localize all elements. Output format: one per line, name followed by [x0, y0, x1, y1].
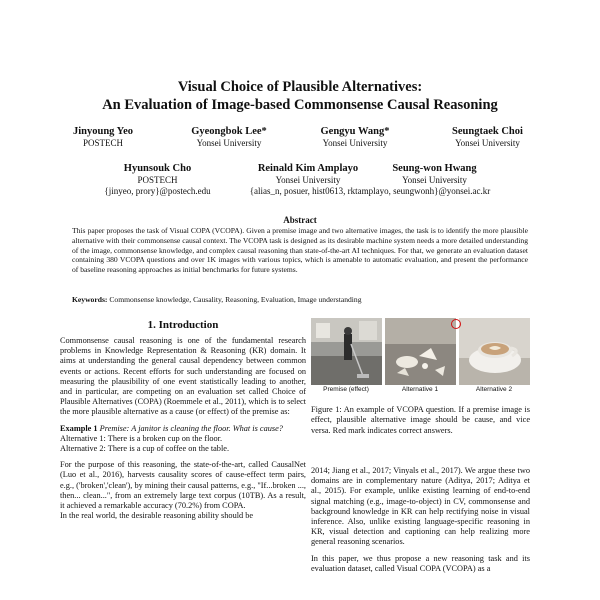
author-block: [372, 162, 497, 186]
example-alt-2: Alternative 2: There is a cup of coffee on the table.: [60, 444, 230, 454]
author-name: Hyunsouk Cho: [123, 163, 192, 174]
figure-caption: Figure 1: An example of VCOPA question. If a premise image is effect, plausible alternative image should be cause, and vice versa. Red mark indicates correct answers.: [311, 405, 530, 435]
correct-answer-mark: [451, 319, 461, 329]
author-name: Seungtaek Choi: [452, 126, 523, 137]
example-alt-1: Alternative 1: There is a broken cup on the floor.: [60, 433, 223, 443]
author-affiliation: Yonsei University: [196, 138, 262, 148]
figure-label: Alternative 2: [475, 386, 513, 393]
author-name: Jinyoung Yeo: [72, 126, 133, 137]
author-email: {alias_n, posuer, hist0613, rktamplayo, seungwonh}@yonsei.ac.kr: [249, 186, 491, 196]
author-email: {jinyeo, prory}@postech.edu: [104, 186, 211, 196]
example-label: Example 1: [60, 423, 98, 433]
paragraph: In this paper, we thus propose a new reasoning task and its evaluation dataset, called Visual COPA (VCOPA) as a: [311, 553, 530, 573]
paper-title-line-1: Visual Choice of Plausible Alternatives:: [177, 79, 423, 95]
left-column: [60, 336, 306, 521]
example-premise: Premise: A janitor is cleaning the floor. What is cause?: [99, 423, 283, 433]
author-name: Seung-won Hwang: [392, 163, 477, 174]
keywords-text: Commonsense knowledge, Causality, Reasoning, Evaluation, Image understanding: [109, 295, 362, 304]
author-block: [48, 125, 158, 149]
figure-label: Premise (effect): [323, 386, 369, 393]
paragraph: 2014; Jiang et al., 2017; Vinyals et al., 2017). We argue these two domains are in complementary nature (Aditya, 2017; Aditya et al., 2015). For example, unlike existing learning of end-to-end signal matching (e.g., image-to-object) in CV, commonsense and background knowledge in KR can help rectifying noise in visual inference. Also, unlike existing language-specific reasoning in KR, visual detection and captioning can help realizing more general reasoning scenarios.: [311, 466, 530, 547]
figure-label: Alternative 1: [401, 386, 439, 393]
author-name: Gyeongbok Lee*: [191, 126, 267, 137]
alternative-2-image: [459, 318, 530, 385]
section-heading: 1. Introduction: [147, 319, 219, 331]
paragraph: In the real world, the desirable reasoning ability should be: [60, 511, 254, 521]
author-affiliation: Yonsei University: [322, 138, 388, 148]
author-name: Gengyu Wang*: [320, 126, 390, 137]
abstract-heading: Abstract: [283, 215, 317, 225]
author-affiliation: Yonsei University: [275, 175, 341, 185]
author-block: [174, 125, 284, 149]
author-block: [430, 125, 545, 149]
author-affiliation: POSTECH: [82, 138, 123, 148]
author-block: [300, 125, 410, 149]
author-affiliation: Yonsei University: [455, 138, 520, 148]
author-block: [228, 162, 388, 186]
paper-title-line-2: An Evaluation of Image-based Commonsense Causal Reasoning: [102, 97, 498, 113]
example-block: [60, 424, 306, 455]
keywords-label: Keywords:: [72, 295, 108, 304]
right-column: [311, 466, 530, 574]
keywords: [72, 295, 528, 305]
premise-image: [311, 318, 382, 385]
author-name: Reinald Kim Amplayo: [257, 163, 359, 174]
paragraph: For the purpose of this reasoning, the state-of-the-art, called CausalNet (Luo et al., 2016), harvests causality scores of cause-effect term pairs, e.g., ('broken','clean'), by mining their causal patterns, e.g., "If...broken ..., then... clean...", from an extremely large text corpus (10TB). As a result, it achieved a remarkable accuracy (70.2%) from COPA.: [60, 460, 306, 511]
author-affiliation: Yonsei University: [402, 175, 467, 185]
alternative-1-image: [385, 318, 456, 385]
author-block: [95, 162, 220, 197]
paragraph: Commonsense causal reasoning is one of the fundamental research problems in Knowledge Representation & Reasoning (KR) domain. It aims at understanding the general causal dependency between common events or actions. Recent efforts for such understanding are focused on measuring the plausibility of one event statistically leading to another, and in particular, are competing on an evaluation set called Choice of Plausible Alternatives (COPA) (Roemmele et al., 2011), which is to select the more plausible alternative as a cause (or effect) of the premise as:: [60, 336, 306, 417]
author-affiliation: POSTECH: [137, 175, 178, 185]
abstract-text: This paper proposes the task of Visual COPA (VCOPA). Given a premise image and two alternative images, the task is to identify the more plausible alternative with their commonsense causal context. The VCOPA task is designed as its desirable machine system needs a more detailed understanding of the image, commonsense knowledge, and complex causal reasoning than state-of-the-art AI techniques. For that, we generate an evaluation dataset containing 380 VCOPA questions and over 1K images with various topics, which is amenable to automatic evaluation, and present the performance of baseline reasoning approaches as initial benchmarks for future systems.: [72, 226, 528, 275]
figure-1: [311, 318, 530, 397]
